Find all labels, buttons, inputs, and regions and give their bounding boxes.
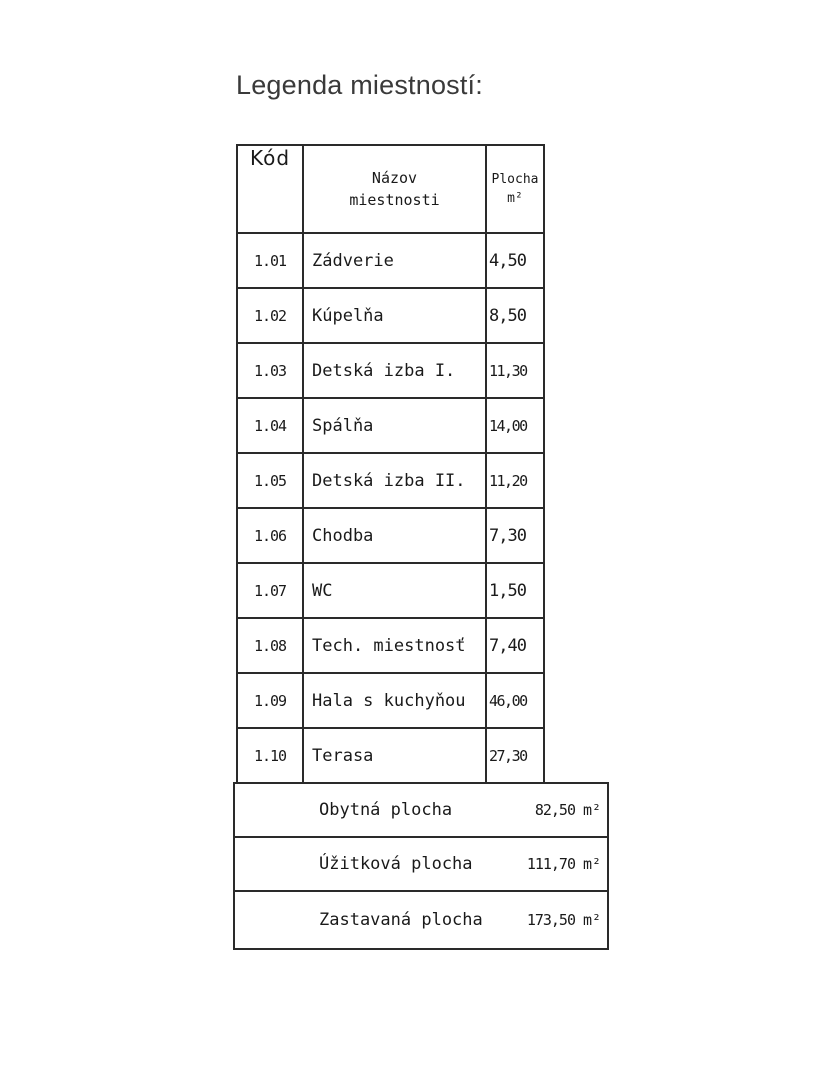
- total-unit: m²: [582, 801, 601, 819]
- table-row: [237, 233, 544, 288]
- table-row: [237, 453, 544, 508]
- row-name: Chodba: [303, 508, 486, 563]
- row-area: 46,00: [486, 673, 544, 728]
- row-name: Detská izba I.: [303, 343, 486, 398]
- row-area: 27,30: [486, 728, 544, 783]
- row-code: 1.08: [237, 618, 303, 673]
- row-code: 1.02: [237, 288, 303, 343]
- row-code: 1.04: [237, 398, 303, 453]
- row-name: Spálňa: [303, 398, 486, 453]
- total-value: 173,50: [526, 911, 575, 929]
- row-name: Detská izba II.: [303, 453, 486, 508]
- total-label: Zastavaná plocha: [319, 910, 483, 930]
- row-name: Hala s kuchyňou: [303, 673, 486, 728]
- area-totals-box: [233, 782, 609, 950]
- table-row: [237, 288, 544, 343]
- row-name: Kúpelňa: [303, 288, 486, 343]
- table-header-row: [237, 145, 544, 233]
- row-code: 1.07: [237, 563, 303, 618]
- row-name: WC: [303, 563, 486, 618]
- table-row: [237, 343, 544, 398]
- header-area: [486, 145, 544, 233]
- row-name: Zádverie: [303, 233, 486, 288]
- total-label: Obytná plocha: [319, 800, 453, 820]
- row-area: 8,50: [486, 288, 544, 343]
- table-row: [237, 398, 544, 453]
- total-unit: m²: [582, 911, 601, 929]
- total-value: 111,70: [526, 855, 575, 873]
- row-area: 7,40: [486, 618, 544, 673]
- table-row: [237, 673, 544, 728]
- row-code: 1.01: [237, 233, 303, 288]
- row-code: 1.05: [237, 453, 303, 508]
- table-row: [237, 618, 544, 673]
- row-code: 1.06: [237, 508, 303, 563]
- header-area-line2: m²: [507, 191, 523, 206]
- table-row: [237, 563, 544, 618]
- header-code: Kód: [237, 145, 303, 233]
- header-name-line1: Názov: [371, 168, 418, 187]
- header-area-line1: Plocha: [491, 171, 539, 187]
- total-row-living-area: [235, 784, 607, 838]
- row-name: Tech. miestnosť: [303, 618, 486, 673]
- row-area: 14,00: [486, 398, 544, 453]
- header-name: [303, 145, 486, 233]
- row-code: 1.03: [237, 343, 303, 398]
- total-unit: m²: [582, 855, 601, 873]
- total-label: Úžitková plocha: [319, 854, 473, 874]
- row-area: 4,50: [486, 233, 544, 288]
- header-name-line2: miestnosti: [349, 191, 440, 209]
- row-area: 11,20: [486, 453, 544, 508]
- room-legend-table: [236, 144, 545, 784]
- row-name: Terasa: [303, 728, 486, 783]
- row-code: 1.09: [237, 673, 303, 728]
- row-area: 1,50: [486, 563, 544, 618]
- total-value: 82,50: [534, 801, 575, 819]
- table-row: [237, 508, 544, 563]
- total-row-usable-area: [235, 838, 607, 892]
- page-title: Legenda miestností:: [236, 70, 483, 100]
- row-area: 7,30: [486, 508, 544, 563]
- row-code: 1.10: [237, 728, 303, 783]
- row-area: 11,30: [486, 343, 544, 398]
- total-row-built-up-area: [235, 892, 607, 948]
- table-row: [237, 728, 544, 783]
